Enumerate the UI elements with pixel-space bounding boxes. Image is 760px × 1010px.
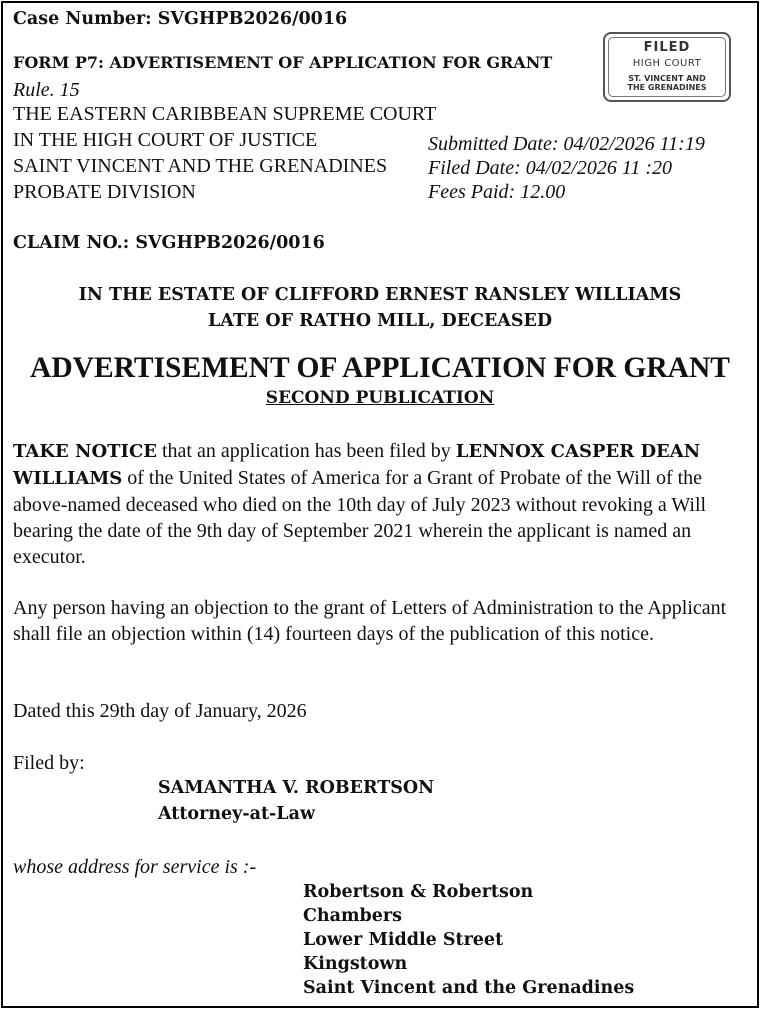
objection-paragraph: Any person having an objection to the grant of Letters of Administration to the Applicant shall file an objection within (14) fourteen days of the publication of this notice. — [13, 597, 727, 645]
attorney-name: SAMANTHA V. ROBERTSON — [158, 778, 435, 798]
case-number: Case Number: SVGHPB2026/0016 — [13, 9, 348, 29]
form-title: FORM P7: ADVERTISEMENT OF APPLICATION FOR GRANT — [13, 53, 553, 72]
court-line: THE EASTERN CARIBBEAN SUPREME COURT — [13, 103, 437, 125]
address-line: Chambers — [303, 906, 402, 926]
probate-notice-page — [1, 1, 759, 1008]
court-line: IN THE HIGH COURT OF JUSTICE — [13, 129, 318, 151]
address-line: Kingstown — [303, 954, 408, 974]
stamp-country-line-1: ST. VINCENT AND — [628, 74, 706, 83]
estate-line-2: LATE OF RATHO MILL, DECEASED — [207, 311, 553, 331]
fees-paid: Fees Paid: 12.00 — [428, 181, 566, 203]
notice-text-1: that an application has been filed by — [157, 440, 456, 462]
notice-paragraph — [13, 438, 751, 570]
subtitle: SECOND PUBLICATION — [265, 388, 495, 408]
stamp-country-line-2: THE GRENADINES — [627, 83, 707, 92]
court-line: PROBATE DIVISION — [13, 181, 196, 203]
address-line: Robertson & Robertson — [303, 882, 534, 902]
claim-number: CLAIM NO.: SVGHPB2026/0016 — [13, 233, 325, 253]
submitted-date: Submitted Date: 04/02/2026 11:19 — [428, 133, 705, 155]
notice-text-2: of the United States of America for a Grant of Probate of the Will of the above-named deceased who died on the 10th day of July 2023 without revoking a Will bearing the date of the 9th day of September 2021 wherein the applicant is named an executor. — [13, 467, 707, 568]
address-line: Saint Vincent and the Grenadines — [303, 978, 635, 998]
applicant-name: LENNOX CASPER DEAN WILLIAMS — [13, 441, 701, 489]
stamp-court-text: HIGH COURT — [632, 58, 702, 69]
attorney-title: Attorney-at-Law — [158, 804, 316, 824]
stamp-filed-text: FILED — [643, 40, 691, 55]
filed-by-label: Filed by: — [13, 752, 85, 774]
dated-line: Dated this 29th day of January, 2026 — [13, 700, 307, 722]
main-title: ADVERTISEMENT OF APPLICATION FOR GRANT — [30, 352, 730, 384]
address-label: whose address for service is :- — [13, 856, 257, 878]
estate-line-1: IN THE ESTATE OF CLIFFORD ERNEST RANSLEY WILLIAMS — [78, 285, 682, 305]
court-line: SAINT VINCENT AND THE GRENADINES — [13, 155, 388, 177]
address-line: Lower Middle Street — [303, 930, 504, 950]
filed-stamp — [603, 32, 731, 102]
filed-date: Filed Date: 04/02/2026 11 :20 — [428, 157, 673, 179]
rule-reference: Rule. 15 — [13, 79, 80, 101]
notice-lead: TAKE NOTICE — [13, 441, 157, 462]
